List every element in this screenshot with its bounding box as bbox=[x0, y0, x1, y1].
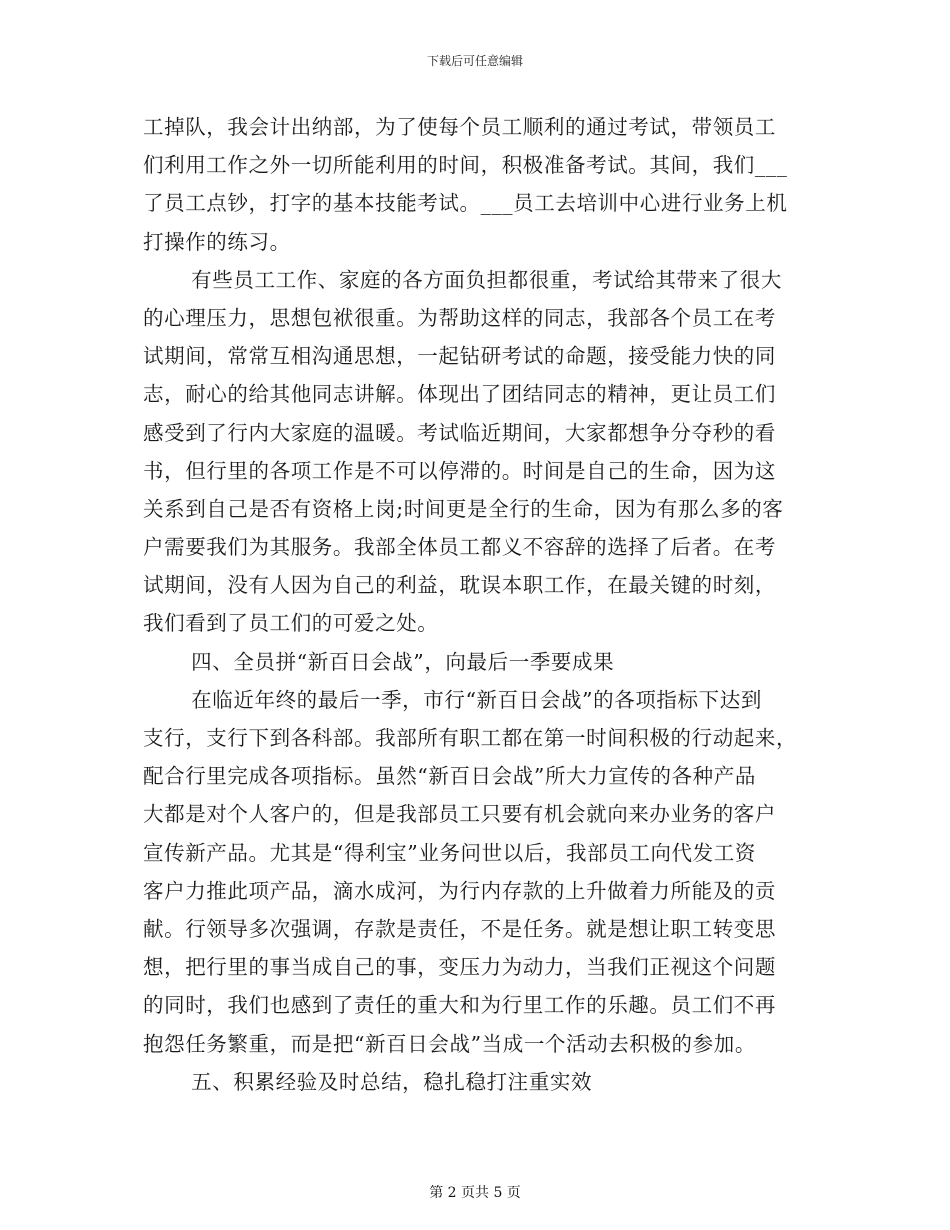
text-line: 我们看到了员工们的可爱之处。 bbox=[143, 611, 439, 636]
text-line: 试期间，没有人因为自己的利益，耽误本职工作，在最关键的时刻， bbox=[143, 573, 776, 598]
text-line: 有些员工工作、家庭的各方面负担都很重，考试给其带来了很大 bbox=[191, 267, 782, 292]
text-line: 献。行领导多次强调，存款是责任，不是任务。就是想让职工转变思 bbox=[143, 916, 776, 941]
text-line: 抱怨任务繁重，而是把“新百日会战”当成一个活动去积极的参加。 bbox=[143, 1031, 756, 1056]
text-line: 的同时，我们也感到了责任的重大和为行里工作的乐趣。员工们不再 bbox=[143, 993, 776, 1018]
text-line: 感受到了行内大家庭的温暖。考试临近期间，大家都想争分夺秒的看 bbox=[143, 420, 776, 445]
text-line: 在临近年终的最后一季，市行“新百日会战”的各项指标下达到 bbox=[191, 687, 762, 712]
text-line: 打操作的练习。 bbox=[143, 229, 291, 254]
text-line: 大都是对个人客户的，但是我部员工只要有机会就向来办业务的客户 bbox=[143, 802, 776, 827]
text-line: 客户力推此项产品，滴水成河，为行内存款的上升做着力所能及的贡 bbox=[143, 878, 776, 903]
text-line: 关系到自己是否有资格上岗;时间更是全行的生命，因为有那么多的客 bbox=[143, 496, 784, 521]
text-line: 配合行里完成各项指标。虽然“新百日会战”所大力宣传的各种产品 bbox=[143, 764, 756, 789]
page-header: 下载后可任意编辑 bbox=[426, 54, 523, 68]
text-line: 们利用工作之外一切所能利用的时间，积极准备考试。其间，我们___ bbox=[143, 153, 788, 178]
text-line: 书，但行里的各项工作是不可以停滞的。时间是自己的生命，因为这 bbox=[143, 458, 776, 483]
text-line: 宣传新产品。尤其是“得利宝”业务问世以后，我部员工向代发工资 bbox=[143, 840, 756, 865]
text-line: 的心理压力，思想包袱很重。为帮助这样的同志，我部各个员工在考 bbox=[143, 305, 776, 330]
text-line: 志，耐心的给其他同志讲解。体现出了团结同志的精神，更让员工们 bbox=[143, 382, 776, 407]
document-body bbox=[143, 108, 807, 1101]
text-line: 了员工点钞，打字的基本技能考试。___员工去培训中心进行业务上机 bbox=[143, 191, 788, 216]
text-line: 五、积累经验及时总结，稳扎稳打注重实效 bbox=[191, 1069, 593, 1094]
text-line: 支行，支行下到各科部。我部所有职工都在第一时间积极的行动起来， bbox=[143, 726, 798, 750]
page-footer: 第 2 页共 5 页 bbox=[429, 1185, 521, 1201]
text-line: 试期间，常常互相沟通思想，一起钻研考试的命题，接受能力快的同 bbox=[143, 344, 776, 369]
text-line: 户需要我们为其服务。我部全体员工都义不容辞的选择了后者。在考 bbox=[143, 535, 776, 560]
text-line: 想，把行里的事当成自己的事，变压力为动力，当我们正视这个问题 bbox=[143, 955, 776, 980]
text-line: 工掉队，我会计出纳部，为了使每个员工顺利的通过考试，带领员工 bbox=[143, 115, 776, 139]
text-line: 四、全员拼“新百日会战”，向最后一季要成果 bbox=[191, 649, 615, 674]
